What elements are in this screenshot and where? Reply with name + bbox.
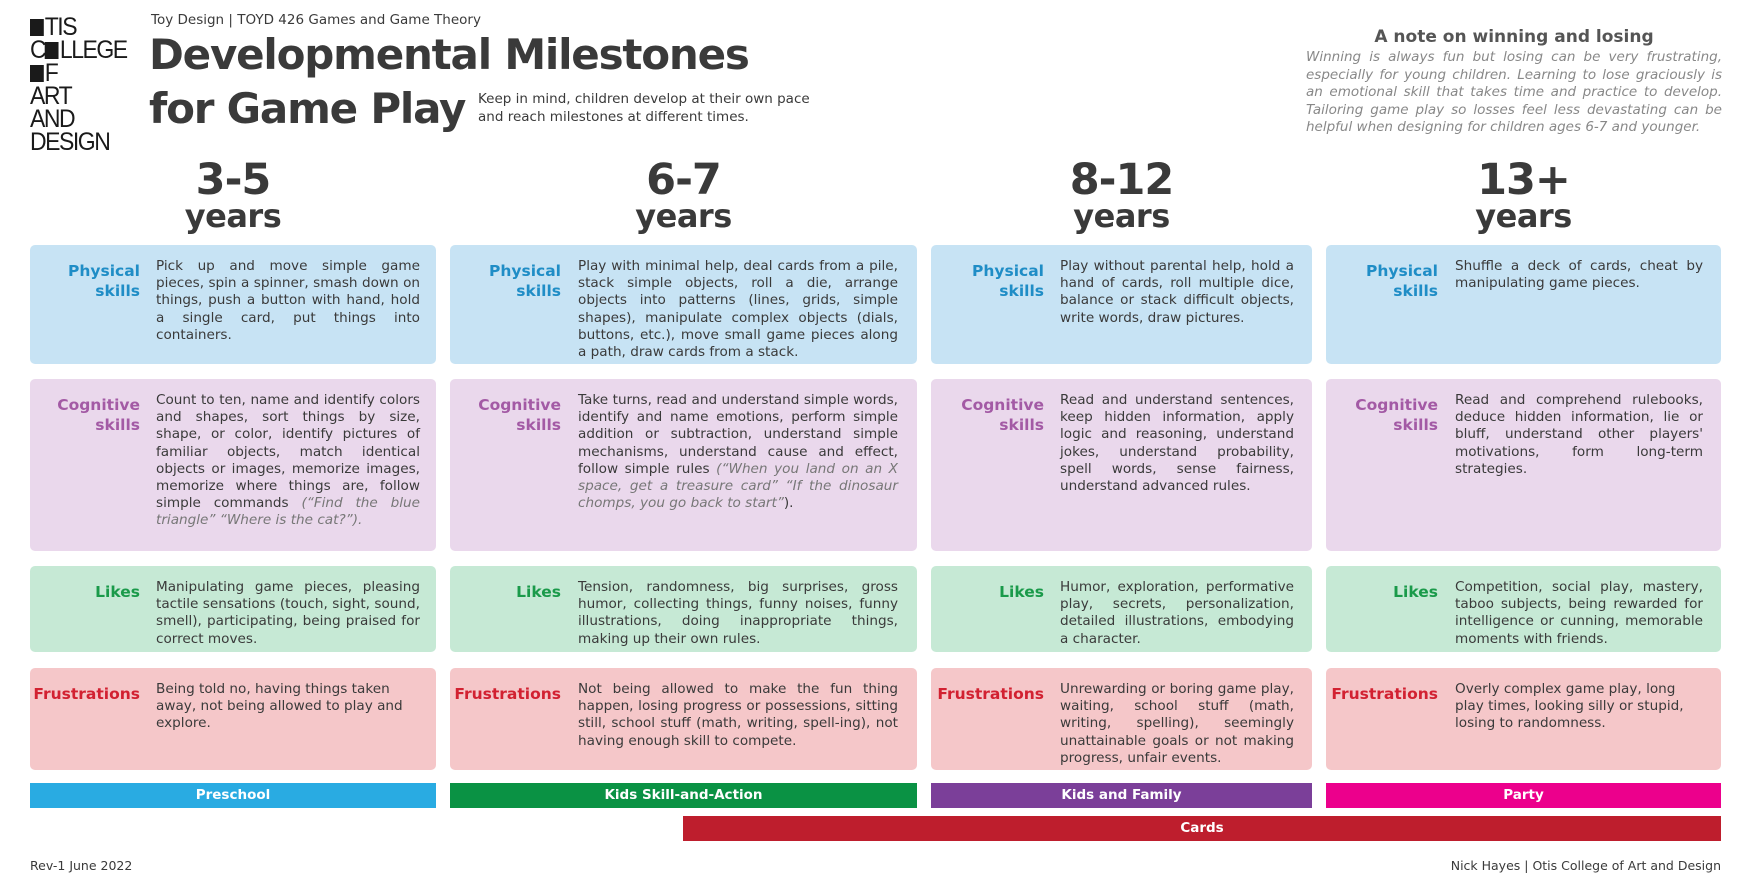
cognitive-skills-text: Count to ten, name and identify colors and shapes, sort things by size, shape, or color, identify pictures of familiar objects, match identical objects or images, memorize images, memorize where things are, follow simple commands (“Find the blue triangle” “Where is the cat?”). — [156, 392, 420, 529]
likes-label: Likes — [516, 583, 561, 601]
note-title: A note on winning and losing — [1374, 27, 1654, 47]
otis-logo: TIS C LLEGE F ART AND DESIGN — [30, 13, 127, 156]
frustrations-label: Frustrations — [937, 685, 1044, 703]
physical-skills-label: Physical skills — [68, 262, 140, 300]
cognitive-skills-text: Take turns, read and understand simple words, identify and name emotions, perform simple addition or subtraction, understand simple mechanisms, understand cause and effect, follow simple rules (“When you land on an X space, get a treasure card” “If the dinosaur chomps, you go back to start”). — [578, 392, 898, 512]
winning-losing-note — [1306, 27, 1722, 137]
likes-text: Manipulating game pieces, pleasing tactile sensations (touch, sight, sound, smell), participating, being praised for correct moves. — [156, 579, 420, 647]
cognitive-skills-text: Read and understand sentences, keep hidden information, apply logic and reasoning, understand jokes, understand probability, spell words, sense fairness, understand advanced rules. — [1060, 392, 1294, 495]
frustrations-label: Frustrations — [454, 685, 561, 703]
physical-skills-card-6-7 — [450, 245, 917, 364]
cards-bar: Cards — [683, 816, 1721, 841]
likes-card-8-12 — [931, 566, 1312, 652]
physical-skills-card-3-5 — [30, 245, 436, 364]
cognitive-skills-text: Read and comprehend rulebooks, deduce hidden information, lie or bluff, understand other players' motivations, form long-term strategies. — [1455, 392, 1703, 477]
frustrations-card-8-12 — [931, 668, 1312, 770]
kids-family-bar: Kids and Family — [931, 783, 1312, 808]
likes-text: Competition, social play, mastery, taboo subjects, being rewarded for intelligence or cunning, memorable moments with friends. — [1455, 579, 1703, 647]
page-title: Developmental Milestones for Game Play — [149, 30, 749, 133]
cognitive-skills-card-3-5 — [30, 379, 436, 551]
cognitive-skills-label: Cognitive skills — [57, 396, 140, 434]
likes-label: Likes — [95, 583, 140, 601]
age-heading-3-5: 3-5 years — [184, 155, 282, 235]
physical-skills-card-8-12 — [931, 245, 1312, 364]
likes-label: Likes — [1393, 583, 1438, 601]
frustrations-text: Overly complex game play, long play times, looking silly or stupid, losing to randomness. — [1455, 681, 1684, 732]
likes-card-3-5 — [30, 566, 436, 652]
physical-skills-text: Pick up and move simple game pieces, spin a spinner, smash down on things, push a button with hand, hold a single card, put things into containers. — [156, 258, 420, 343]
age-heading-8-12: 8-12 years — [1069, 155, 1174, 235]
cognitive-skills-card-8-12 — [931, 379, 1312, 551]
likes-label: Likes — [999, 583, 1044, 601]
physical-skills-label: Physical skills — [1366, 262, 1438, 300]
physical-skills-label: Physical skills — [972, 262, 1044, 300]
physical-skills-text: Shuffle a deck of cards, cheat by manipulating game pieces. — [1455, 258, 1703, 292]
frustrations-card-13-plus — [1326, 668, 1721, 770]
author-credit: Nick Hayes | Otis College of Art and Design — [1450, 858, 1721, 873]
age-heading-6-7: 6-7 years — [635, 155, 732, 235]
age-heading-13-plus: 13+ years — [1475, 155, 1572, 235]
likes-card-6-7 — [450, 566, 917, 652]
cognitive-skills-card-6-7 — [450, 379, 917, 551]
kids-skill-action-bar: Kids Skill-and-Action — [450, 783, 917, 808]
subtitle: Keep in mind, children develop at their own pace and reach milestones at different times. — [478, 91, 810, 125]
physical-skills-text: Play without parental help, hold a hand of cards, roll multiple dice, balance or stack difficult objects, write words, draw pictures. — [1060, 258, 1294, 326]
cognitive-skills-label: Cognitive skills — [1355, 396, 1438, 434]
preschool-bar: Preschool — [30, 783, 436, 808]
frustrations-card-3-5 — [30, 668, 436, 770]
cognitive-skills-label: Cognitive skills — [961, 396, 1044, 434]
frustrations-text: Unrewarding or boring game play, waiting, school stuff (math, writing, spelling), seemingly unattainable goals or not making progress, unfair events. — [1060, 681, 1294, 766]
physical-skills-label: Physical skills — [489, 262, 561, 300]
frustrations-label: Frustrations — [33, 685, 140, 703]
frustrations-text: Not being allowed to make the fun thing happen, losing progress or possessions, sitting still, school stuff (math, writing, spell-ing), not having enough skill to compete. — [578, 681, 898, 749]
frustrations-card-6-7 — [450, 668, 917, 770]
note-body: Winning is always fun but losing can be very frustrating, especially for young children. Learning to lose graciously is an emotional skill that takes time and practice to develop. Tailoring game play so losses feel less devastating can be helpful when designing for children ages 6-7 and younger. — [1306, 49, 1722, 135]
likes-card-13-plus — [1326, 566, 1721, 652]
physical-skills-card-13-plus — [1326, 245, 1721, 364]
course-name: Toy Design | TOYD 426 Games and Game Theory — [151, 12, 481, 28]
frustrations-text: Being told no, having things taken away, not being allowed to play and explore. — [156, 681, 403, 732]
revision-date: Rev-1 June 2022 — [30, 858, 133, 873]
cognitive-skills-card-13-plus — [1326, 379, 1721, 551]
physical-skills-text: Play with minimal help, deal cards from a pile, stack simple objects, roll a die, arrange objects into patterns (lines, grids, simple shapes), manipulate complex objects (dials, buttons, etc.), move small game pieces along a path, draw cards from a stack. — [578, 258, 898, 361]
likes-text: Tension, randomness, big surprises, gross humor, collecting things, funny noises, funny illustrations, doing inappropriate things, making up their own rules. — [578, 579, 898, 647]
cognitive-skills-label: Cognitive skills — [478, 396, 561, 434]
party-bar: Party — [1326, 783, 1721, 808]
frustrations-label: Frustrations — [1331, 685, 1438, 703]
likes-text: Humor, exploration, performative play, secrets, personalization, detailed illustrations, embodying a character. — [1060, 579, 1294, 647]
